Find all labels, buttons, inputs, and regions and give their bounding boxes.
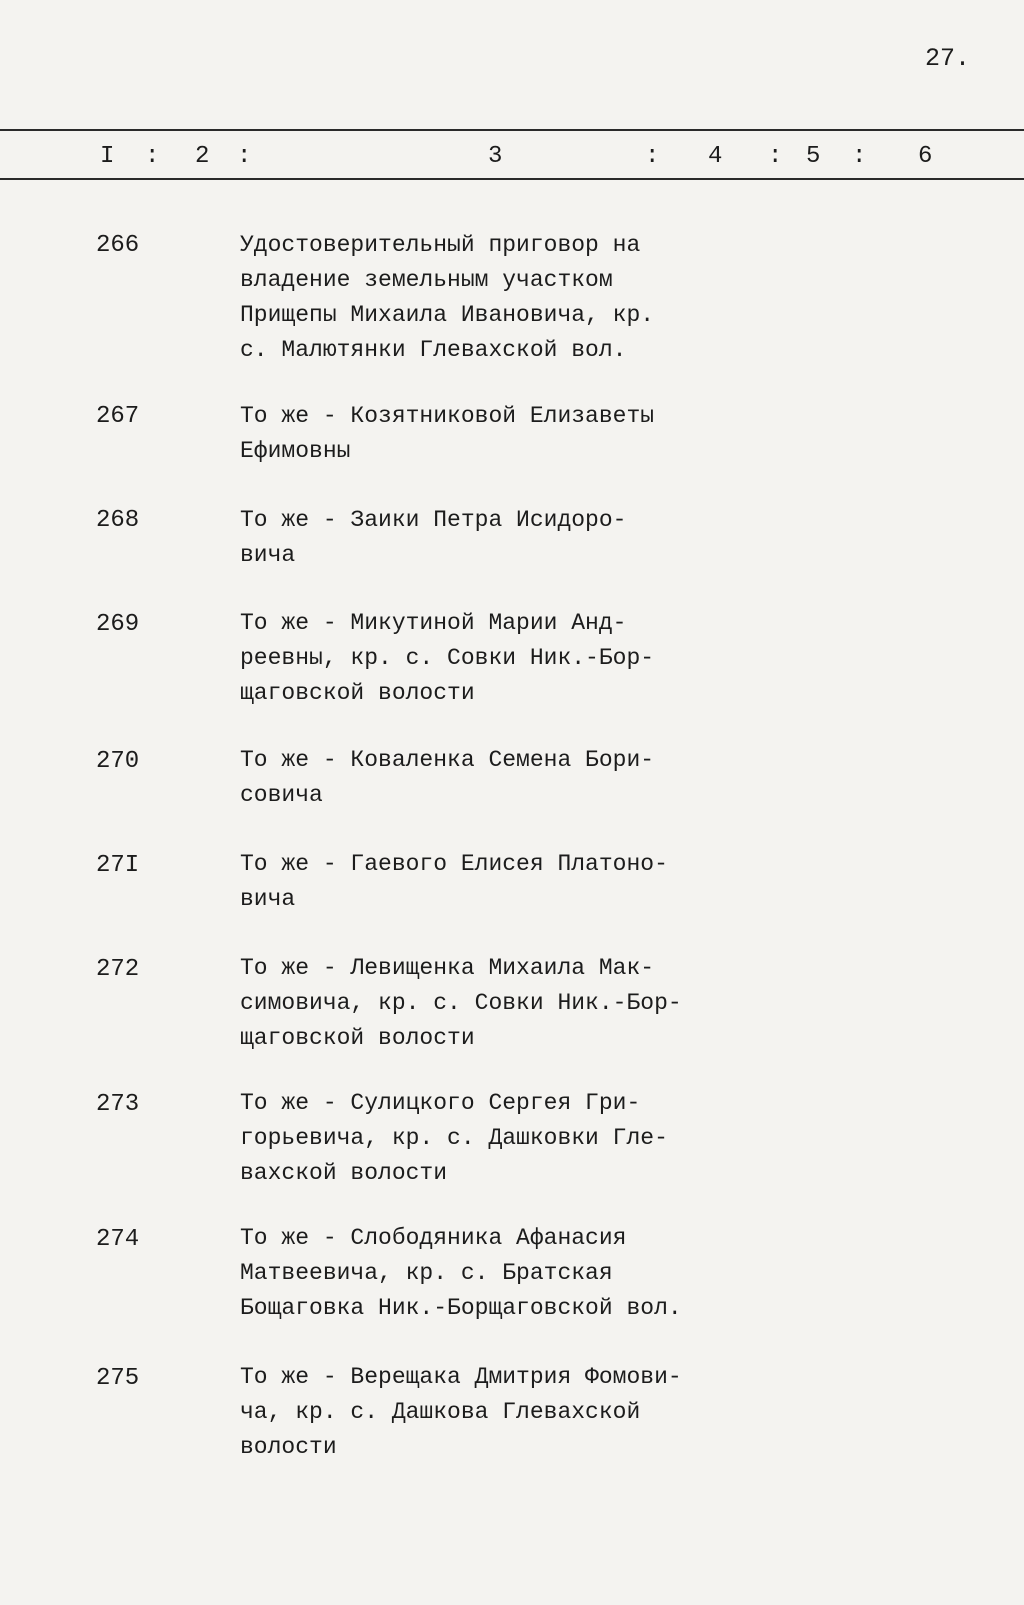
column-separator: : [237, 143, 252, 170]
entry-number: 269 [96, 611, 140, 638]
header-rule-top [0, 129, 1024, 131]
column-header-2: 2 [195, 143, 210, 170]
entry-number: 275 [96, 1365, 140, 1392]
column-header-5: 5 [806, 143, 821, 170]
header-rule-bottom [0, 178, 1024, 180]
entry-text: То же - Микутиной Марии Анд- реевны, кр. с. Совки Ник.-Бор- щаговской волости [240, 610, 655, 706]
entry-text: То же - Левищенка Михаила Мак- симовича, кр. с. Совки Ник.-Бор- щаговской волости [240, 955, 682, 1051]
column-separator: : [645, 143, 660, 170]
column-header-6: 6 [918, 143, 933, 170]
column-separator: : [145, 143, 160, 170]
entry-number: 266 [96, 232, 140, 259]
entry-text: То же - Козятниковой Елизаветы Ефимовны [240, 403, 655, 464]
entry-text: То же - Сулицкого Сергея Гри- горьевича, кр. с. Дашковки Гле- вахской волости [240, 1090, 668, 1186]
entry-number: 270 [96, 748, 140, 775]
column-header-4: 4 [708, 143, 723, 170]
entry-number: 272 [96, 956, 140, 983]
entry-number: 273 [96, 1091, 140, 1118]
entry-text: То же - Заики Петра Исидоро- вича [240, 507, 627, 568]
column-separator: : [852, 143, 867, 170]
column-separator: : [768, 143, 783, 170]
column-header-1: I [100, 143, 115, 170]
entry-text: То же - Коваленка Семена Бори- совича [240, 747, 655, 808]
page-number: 27. [925, 44, 971, 73]
entry-number: 268 [96, 507, 140, 534]
entry-number: 274 [96, 1226, 140, 1253]
entry-number: 267 [96, 403, 140, 430]
entry-text: То же - Гаевого Елисея Платоно- вича [240, 851, 668, 912]
entry-text: Удостоверительный приговор на владение земельным участком Прищепы Михаила Ивановича, кр. с. Малютянки Глевахской вол. [240, 232, 655, 363]
entry-number: 27I [96, 852, 140, 879]
column-header-3: 3 [488, 143, 503, 170]
entry-text: То же - Верещака Дмитрия Фомови- ча, кр. с. Дашкова Глевахской волости [240, 1364, 682, 1460]
entry-text: То же - Слободяника Афанасия Матвеевича, кр. с. Братская Бощаговка Ник.-Борщаговской вол. [240, 1225, 682, 1321]
